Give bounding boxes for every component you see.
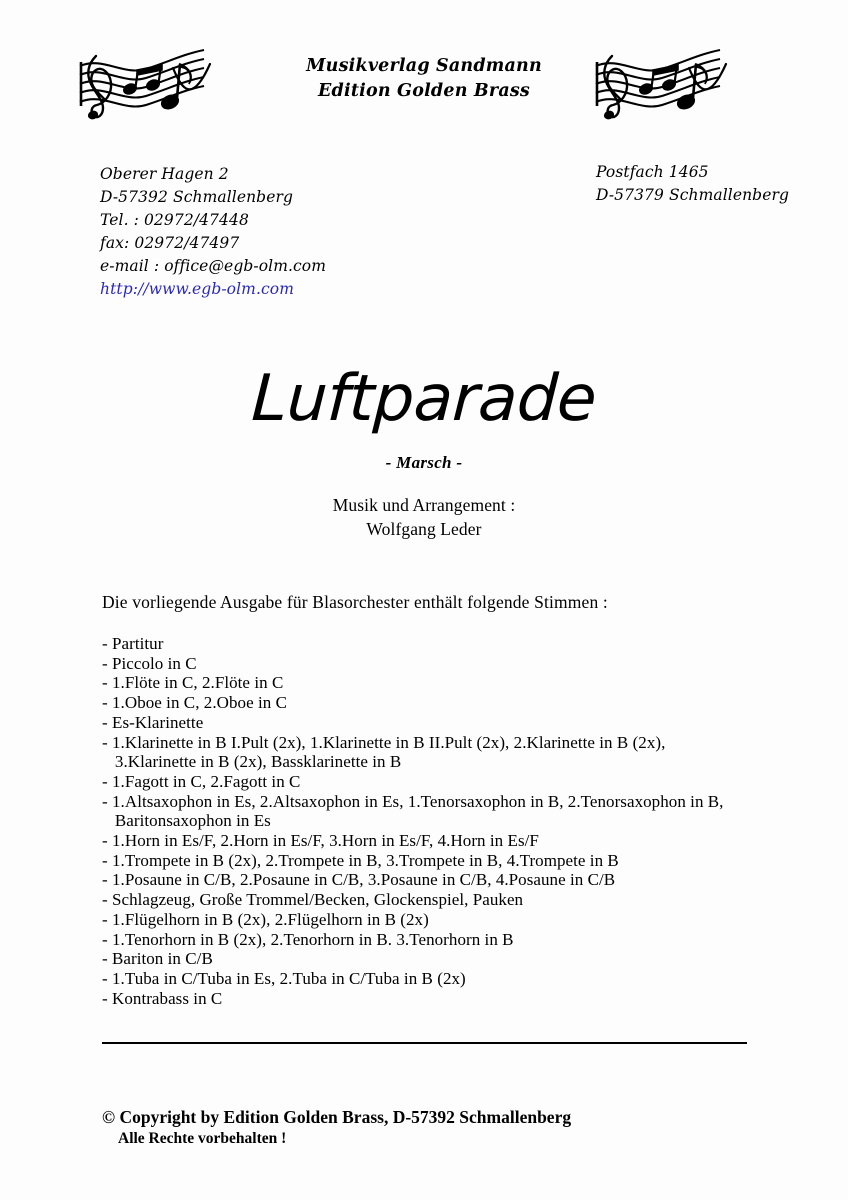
instrument-part-line: - 1.Klarinette in B I.Pult (2x), 1.Klarinette in B II.Pult (2x), 2.Klarinette in B (2x),	[102, 732, 666, 752]
copyright-notice	[102, 1106, 571, 1150]
page-header	[0, 40, 848, 140]
instrument-part-line: - Schlagzeug, Große Trommel/Becken, Glockenspiel, Pauken	[102, 890, 524, 910]
instrument-part-line: - 1.Fagott in C, 2.Fagott in C	[102, 771, 301, 791]
instrument-part-line: - Piccolo in C	[102, 653, 197, 673]
address-street: Oberer Hagen 2	[100, 165, 229, 183]
instrument-part-line: Baritonsaxophon in Es	[102, 811, 271, 831]
address-city: D-57392 Schmallenberg	[100, 187, 294, 206]
instrument-part-line: - Kontrabass in C	[102, 988, 223, 1008]
instrument-part-line: - 1.Oboe in C, 2.Oboe in C	[102, 693, 287, 713]
rights-reserved-line: Alle Rechte vorbehalten !	[118, 1130, 287, 1148]
instrument-part-line: - 1.Flöte in C, 2.Flöte in C	[102, 673, 284, 693]
footer-divider-rule	[102, 1042, 747, 1044]
address-website-link[interactable]: http://www.egb-olm.com	[100, 279, 294, 298]
instrument-part-line: - 1.Tenorhorn in B (2x), 2.Tenorhorn in B. 3.Tenorhorn in B	[102, 929, 514, 949]
instrument-part-line: - 1.Posaune in C/B, 2.Posaune in C/B, 3.Posaune in C/B, 4.Posaune in C/B	[102, 870, 616, 890]
address-fax: fax: 02972/47497	[100, 233, 240, 252]
address-po-city: D-57379 Schmallenberg	[596, 185, 790, 204]
instrument-part-line: 3.Klarinette in B (2x), Bassklarinette in B	[102, 752, 402, 772]
instrument-part-line: - 1.Horn in Es/F, 2.Horn in Es/F, 3.Horn in Es/F, 4.Horn in Es/F	[102, 831, 539, 851]
publisher-address-right	[596, 161, 789, 207]
music-staff-notes-logo-right	[588, 42, 728, 134]
copyright-line: © Copyright by Edition Golden Brass, D-57392 Schmallenberg	[102, 1107, 572, 1127]
credit-label: Musik und Arrangement :	[332, 495, 516, 515]
address-email[interactable]: e-mail : office@egb-olm.com	[100, 256, 327, 275]
publisher-line-1: Musikverlag Sandmann	[306, 56, 542, 76]
instrument-part-line: - Partitur	[102, 634, 164, 653]
publisher-address-left	[100, 163, 326, 301]
contents-intro-text: Die vorliegende Ausgabe für Blasorchester enthält folgende Stimmen :	[102, 592, 608, 612]
address-po-box: Postfach 1465	[596, 163, 709, 181]
credits-block	[0, 493, 848, 541]
instrument-parts-list	[102, 634, 742, 1008]
instrument-part-line: - Bariton in C/B	[102, 949, 213, 969]
instrument-part-line: - 1.Tuba in C/Tuba in Es, 2.Tuba in C/Tuba in B (2x)	[102, 968, 466, 988]
instrument-part-line: - Es-Klarinette	[102, 712, 204, 732]
work-title: Luftparade	[249, 362, 599, 436]
work-subtitle: - Marsch -	[385, 453, 463, 472]
composer-name: Wolfgang Leder	[366, 519, 482, 540]
address-telephone: Tel. : 02972/47448	[100, 210, 249, 229]
instrument-part-line: - 1.Flügelhorn in B (2x), 2.Flügelhorn in B (2x)	[102, 909, 429, 929]
publisher-line-2: Edition Golden Brass	[318, 81, 530, 102]
instrument-part-line: - 1.Trompete in B (2x), 2.Trompete in B, 3.Trompete in B, 4.Trompete in B	[102, 850, 619, 870]
instrument-part-line: - 1.Altsaxophon in Es, 2.Altsaxophon in Es, 1.Tenorsaxophon in B, 2.Tenorsaxophon in B,	[102, 791, 724, 811]
